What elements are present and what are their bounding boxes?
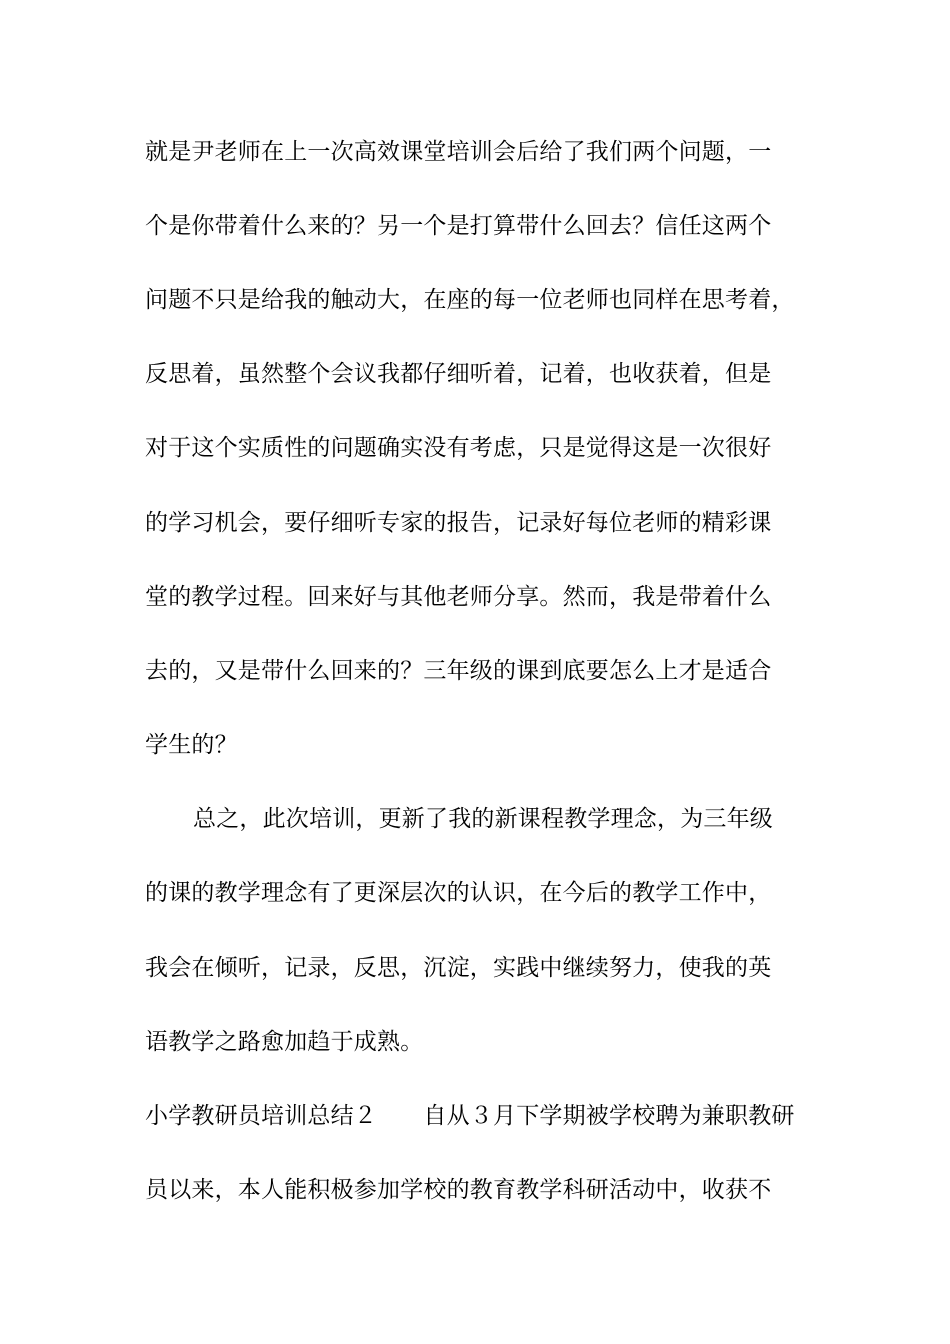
- section-heading-line: 小学教研员培训总结２ 自从３月下学期被学校聘为兼职教研: [145, 1103, 795, 1129]
- paragraph-line: 的学习机会，要仔细听专家的报告，记录好每位老师的精彩课: [145, 510, 772, 536]
- paragraph-line: 个是你带着什么来的？另一个是打算带什么回去？信任这两个: [145, 213, 772, 239]
- paragraph-line: 去的，又是带什么回来的？三年级的课到底要怎么上才是适合: [145, 658, 772, 684]
- paragraph-line: 反思着，虽然整个会议我都仔细听着，记着，也收获着，但是: [145, 361, 772, 387]
- paragraph-line: 学生的？: [145, 732, 238, 758]
- paragraph-line: 员以来，本人能积极参加学校的教育教学科研活动中，收获不: [145, 1177, 772, 1203]
- paragraph-line: 我会在倾听，记录，反思，沉淀，实践中继续努力，使我的英: [145, 955, 772, 981]
- paragraph-line: 就是尹老师在上一次高效课堂培训会后给了我们两个问题，一: [145, 139, 772, 165]
- paragraph-line: 语教学之路愈加趋于成熟。: [145, 1029, 424, 1055]
- paragraph-line: 堂的教学过程。回来好与其他老师分享。然而，我是带着什么: [145, 584, 772, 610]
- paragraph-line-indented: 总之，此次培训，更新了我的新课程教学理念，为三年级: [193, 806, 773, 832]
- paragraph-line: 的课的教学理念有了更深层次的认识，在今后的教学工作中，: [145, 880, 772, 906]
- paragraph-line: 对于这个实质性的问题确实没有考虑，只是觉得这是一次很好: [145, 435, 772, 461]
- paragraph-line: 问题不只是给我的触动大，在座的每一位老师也同样在思考着，: [145, 287, 795, 313]
